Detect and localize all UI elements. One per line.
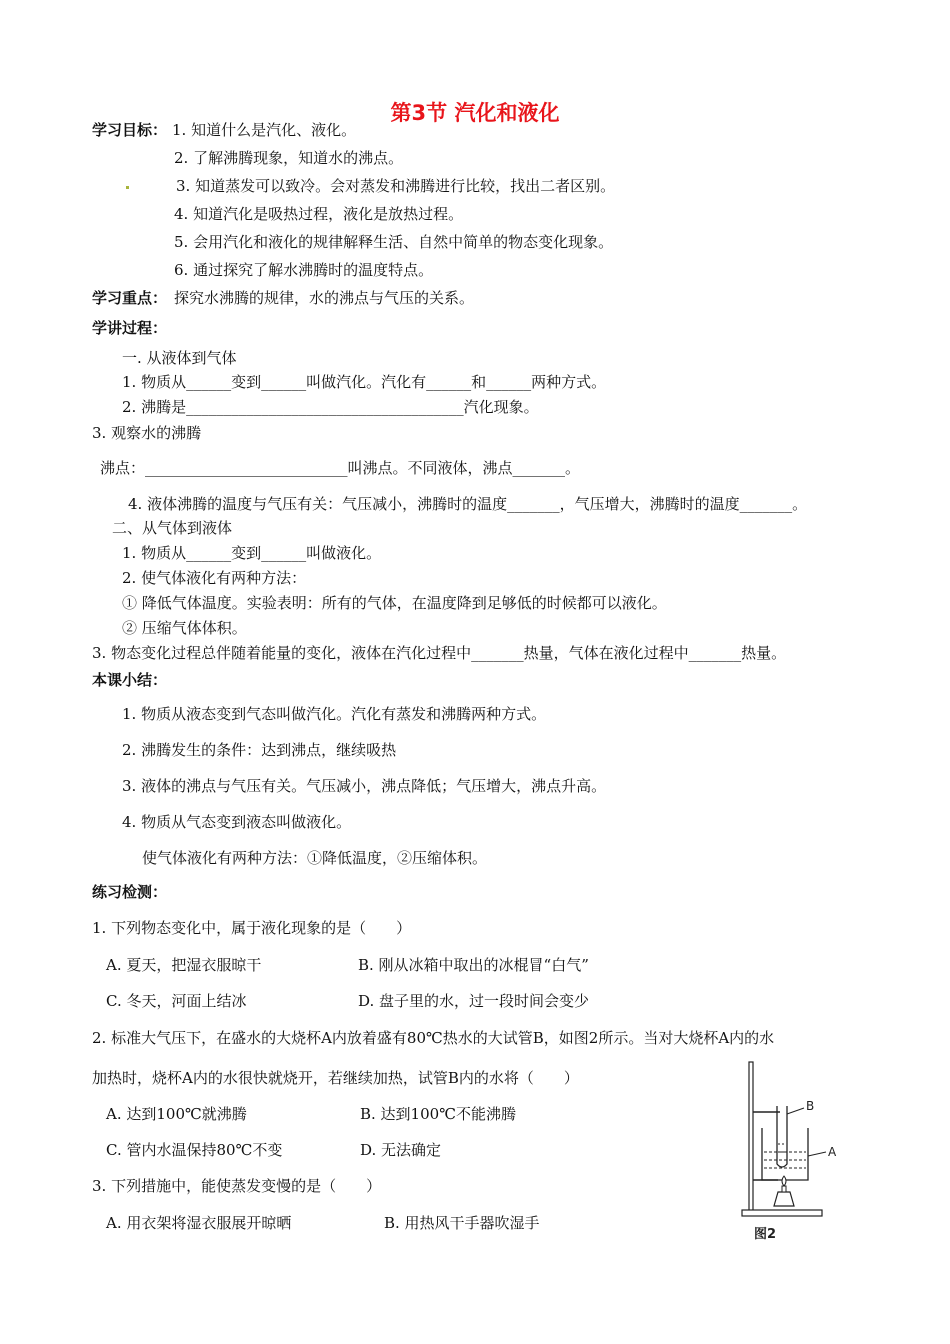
speck-dot (126, 186, 129, 189)
summary-line: 4. 物质从气态变到液态叫做液化。 (122, 813, 352, 831)
objective-item: 1. 知道什么是汽化、液化。 (172, 121, 357, 139)
section-heading: 一. 从液体到气体 (122, 349, 237, 367)
fill-blank-line: 4. 液体沸腾的温度与气压有关：气压减小，沸腾时的温度_______，气压增大，沸腾时的温度_______。 (128, 495, 808, 513)
option-b: B. 刚从冰箱中取出的冰棍冒“白气” (358, 956, 589, 974)
text-line: ① 降低气体温度。实验表明：所有的气体，在温度降到足够低的时候都可以液化。 (122, 594, 667, 612)
text-line: 2. 使气体液化有两种方法： (122, 569, 307, 587)
focus-label: 学习重点： (92, 289, 168, 307)
process-label: 学讲过程： (92, 319, 168, 337)
figure-2 (740, 1060, 850, 1249)
option-b: B. 达到100℃不能沸腾 (360, 1105, 516, 1123)
practice-label: 练习检测： (92, 883, 168, 901)
fill-blank-line: 2. 沸腾是_____________________________________汽化现象。 (122, 398, 539, 416)
summary-line: 1. 物质从液态变到气态叫做汽化。汽化有蒸发和沸腾两种方式。 (122, 705, 547, 723)
option-d: D. 无法确定 (360, 1141, 442, 1159)
objective-item: 6. 通过探究了解水沸腾时的温度特点。 (174, 261, 434, 279)
summary-line: 3. 液体的沸点与气压有关。气压减小，沸点降低；气压增大，沸点升高。 (122, 777, 607, 795)
question-3: 3. 下列措施中，能使蒸发变慢的是（ ） (92, 1177, 382, 1195)
question-2-line-2: 加热时，烧杯A内的水很快就烧开，若继续加热，试管B内的水将（ ） (92, 1069, 579, 1087)
summary-label: 本课小结： (92, 671, 168, 689)
objective-item: 2. 了解沸腾现象，知道水的沸点。 (174, 149, 404, 167)
question-2-line-1: 2. 标准大气压下，在盛水的大烧杯A内放着盛有80℃热水的大试管B，如图2所示。当对大烧杯A内的水 (92, 1029, 775, 1047)
option-a: A. 夏天，把湿衣服晾干 (106, 956, 262, 974)
apparatus-diagram (740, 1060, 850, 1245)
option-c: C. 冬天，河面上结冰 (106, 992, 247, 1010)
option-c: C. 管内水温保持80℃不变 (106, 1141, 283, 1159)
label-a: A (828, 1145, 837, 1159)
option-d: D. 盘子里的水，过一段时间会变少 (358, 992, 590, 1010)
fill-blank-line: 3. 物态变化过程总伴随着能量的变化，液体在汽化过程中_______热量，气体在液化过程中_______热量。 (92, 644, 787, 662)
focus-text: 探究水沸腾的规律，水的沸点与气压的关系。 (174, 289, 475, 307)
summary-line: 2. 沸腾发生的条件：达到沸点，继续吸热 (122, 741, 397, 759)
figure-caption: 图2 (754, 1227, 777, 1242)
objective-item: 5. 会用汽化和液化的规律解释生活、自然中简单的物态变化现象。 (174, 233, 614, 251)
option-a: A. 达到100℃就沸腾 (106, 1105, 247, 1123)
fill-blank-line: 1. 物质从______变到______叫做汽化。汽化有______和______两种方式。 (122, 373, 607, 391)
label-b: B (806, 1099, 815, 1113)
option-a: A. 用衣架将湿衣服展开晾晒 (106, 1214, 292, 1232)
objective-item: 3. 知道蒸发可以致冷。会对蒸发和沸腾进行比较，找出二者区别。 (176, 177, 616, 195)
section-heading: 3. 观察水的沸腾 (92, 424, 202, 442)
option-b: B. 用热风干手器吹湿手 (384, 1214, 540, 1232)
summary-line: 使气体液化有两种方法：①降低温度，②压缩体积。 (142, 849, 488, 867)
fill-blank-line: 1. 物质从______变到______叫做液化。 (122, 544, 382, 562)
fill-blank-line: 沸点：___________________________叫沸点。不同液体，沸点_______。 (100, 459, 581, 477)
question-1: 1. 下列物态变化中，属于液化现象的是（ ） (92, 919, 412, 937)
section-heading: 二、从气体到液体 (112, 519, 233, 537)
page-title: 第3节 汽化和液化 (390, 101, 560, 125)
objectives-label: 学习目标： (92, 121, 168, 139)
text-line: ② 压缩气体体积。 (122, 619, 247, 637)
objective-item: 4. 知道汽化是吸热过程，液化是放热过程。 (174, 205, 464, 223)
